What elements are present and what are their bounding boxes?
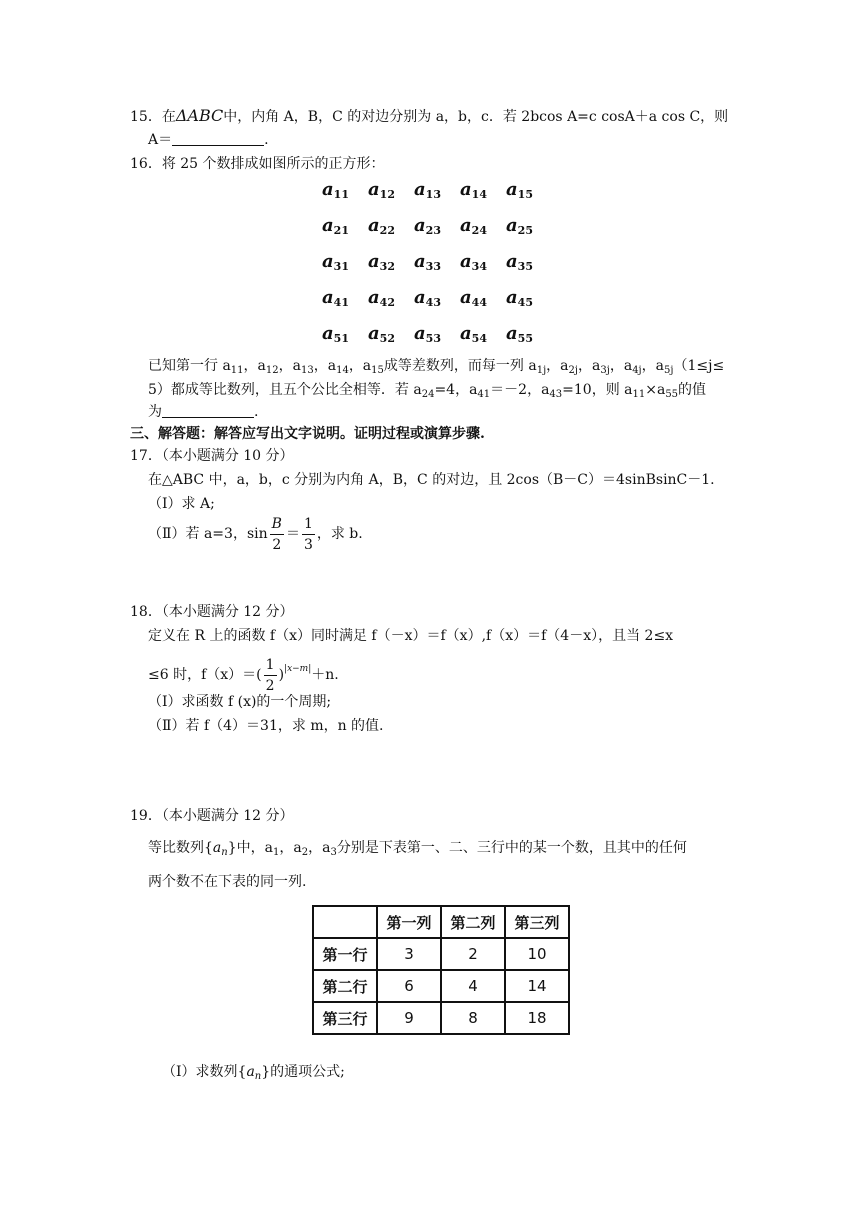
table-header-cell: 第三列: [505, 906, 569, 938]
answer-blank[interactable]: [162, 403, 254, 418]
table-header-cell: [313, 906, 377, 938]
row-header-cell: 第三行: [313, 1002, 377, 1034]
matrix-cell: $a_{51}$: [322, 323, 349, 345]
matrix-cell: $a_{45}$: [506, 287, 533, 309]
matrix-cell: $a_{11}$: [322, 179, 349, 201]
table-row: [313, 938, 569, 970]
q17-part1: （Ⅰ）求 A;: [148, 496, 215, 512]
matrix-cell: $a_{52}$: [368, 323, 395, 345]
data-table: [312, 905, 570, 1035]
matrix-cell: $a_{23}$: [414, 215, 441, 237]
row-header-cell: 第一行: [313, 938, 377, 970]
fraction-1-over-3: $\frac{1}{3}$: [303, 515, 313, 553]
matrix-row: [322, 316, 552, 352]
answer-blank[interactable]: [172, 131, 264, 146]
q17-number: 17．（本小题满分 10 分）: [130, 448, 294, 464]
fraction-b-over-2: $\frac{B}{2}$: [271, 515, 282, 553]
q18-part2: （Ⅱ）若 f（4）＝31，求 m，n 的值.: [148, 718, 384, 734]
table-cell: 14: [505, 970, 569, 1002]
q19-number: 19．（本小题满分 12 分）: [130, 808, 294, 824]
table-header-cell: 第一列: [377, 906, 441, 938]
matrix-cell: $a_{55}$: [506, 323, 533, 345]
matrix-cell: $a_{43}$: [414, 287, 441, 309]
matrix-cell: $a_{41}$: [322, 287, 349, 309]
q19-statement-line2: 两个数不在下表的同一列.: [148, 874, 307, 890]
q18-statement: 定义在 R 上的函数 f（x）同时满足 f（－x）＝f（x）,f（x）＝f（4－x），且当 2≤x: [148, 628, 674, 644]
triangle-symbol: ΔABC: [175, 106, 224, 125]
q18-number: 18．（本小题满分 12 分）: [130, 604, 294, 620]
matrix-cell: $a_{53}$: [414, 323, 441, 345]
matrix-cell: $a_{33}$: [414, 251, 441, 273]
table-cell: 18: [505, 1002, 569, 1034]
table-cell: 4: [441, 970, 505, 1002]
q15-period: .: [264, 132, 269, 148]
q16-text-line1: 已知第一行 $a_{11}$，$a_{12}$，$a_{13}$，$a_{14}$，$a_{15}$成等差数列，而每一列 $a_{1j}$，$a_{2j}$，$a_{3j}$，$a_{4j}$，$a_{5j}(1\le j\le$: [148, 358, 725, 376]
matrix-cell: $a_{42}$: [368, 287, 395, 309]
matrix-cell: $a_{34}$: [460, 251, 487, 273]
q15-line2: [148, 130, 269, 150]
matrix-row: [322, 280, 552, 316]
matrix-row: [322, 172, 552, 208]
matrix-cell: $a_{14}$: [460, 179, 487, 201]
row-header-cell: 第二行: [313, 970, 377, 1002]
table-header-row: [313, 906, 569, 938]
table-cell: 3: [377, 938, 441, 970]
q15-text: 中，内角 A，B，C 的对边分别为 a，b，c．若 2bcos A=c cosA＋a cos C，则: [223, 109, 729, 125]
table-header-cell: 第二列: [441, 906, 505, 938]
matrix-row: [322, 244, 552, 280]
matrix-cell: $a_{25}$: [506, 215, 533, 237]
fraction-1-over-2: $\frac{1}{2}$: [265, 656, 275, 694]
q15-answer-label: A＝: [148, 132, 173, 148]
matrix-cell: $a_{13}$: [414, 179, 441, 201]
q16-text-line2: 5）都成等比数列，且五个公比全相等．若 $a_{24}=4$，$a_{41}=-2$，$a_{43}=10$，则 $a_{11}\times a_{55}$的值: [148, 382, 707, 400]
q16-line1: 16．将 25 个数排成如图所示的正方形：: [130, 156, 385, 172]
matrix-cell: $a_{24}$: [460, 215, 487, 237]
table-cell: 10: [505, 938, 569, 970]
section-heading: 三、解答题：解答应写出文字说明。证明过程或演算步骤.: [130, 426, 485, 442]
q15-prefix: 15．在: [130, 109, 176, 125]
matrix-cell: $a_{54}$: [460, 323, 487, 345]
table-cell: 2: [441, 938, 505, 970]
matrix-cell: $a_{32}$: [368, 251, 395, 273]
number-square: [322, 172, 552, 352]
matrix-cell: $a_{21}$: [322, 215, 349, 237]
matrix-cell: $a_{15}$: [506, 179, 533, 201]
q19-part1: （Ⅰ）求数列$\{a_n\}$的通项公式;: [162, 1064, 345, 1082]
matrix-cell: $a_{12}$: [368, 179, 395, 201]
q16-text-line3: 为 .: [148, 404, 259, 420]
table-row: [313, 970, 569, 1002]
q17-statement: 在△ABC 中，a，b，c 分别为内角 A，B，C 的对边，且 2cos（B－C）＝4sinBsinC－1.: [148, 472, 715, 488]
q19-statement: 等比数列$\{a_n\}$中，$a_1$，$a_2$，$a_3$分别是下表第一、二、三行中的某一个数，且其中的任何: [148, 840, 687, 858]
table-cell: 8: [441, 1002, 505, 1034]
matrix-cell: $a_{22}$: [368, 215, 395, 237]
matrix-cell: $a_{44}$: [460, 287, 487, 309]
q18-part1: （Ⅰ）求函数 f (x)的一个周期;: [148, 694, 332, 710]
table-row: [313, 1002, 569, 1034]
q17-part2: （Ⅱ）若 a=3，sin $\frac{B}{2}$ ＝ $\frac{1}{3}$ ，求 b.: [148, 515, 363, 553]
table-cell: 9: [377, 1002, 441, 1034]
q15-line1: [130, 106, 728, 127]
table-cell: 6: [377, 970, 441, 1002]
q18-formula-line: ≤6 时，f（x）＝( $\frac{1}{2}$ )$^{|x-m|}$＋n.: [148, 656, 339, 694]
matrix-cell: $a_{31}$: [322, 251, 349, 273]
matrix-row: [322, 208, 552, 244]
matrix-cell: $a_{35}$: [506, 251, 533, 273]
